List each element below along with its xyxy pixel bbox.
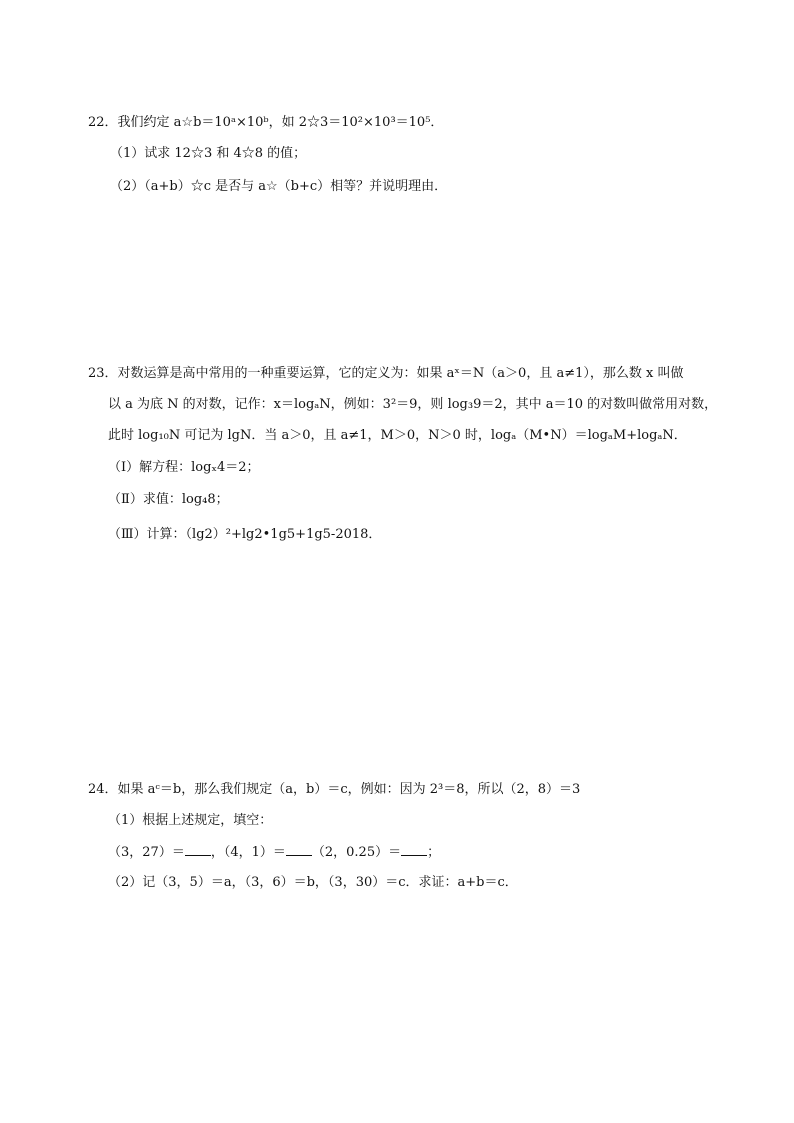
q24-stem: 24．如果 aᶜ＝b，那么我们规定（a，b）＝c，例如：因为 2³＝8，所以（2，8）＝3: [88, 782, 581, 797]
q24-fill-line: [108, 843, 440, 862]
q23-part2: （Ⅱ）求值：log₄8；: [108, 492, 229, 507]
q22-part1: （1）试求 12☆3 和 4☆8 的值；: [110, 146, 307, 161]
q23-stem-line2: 以 a 为底 N 的对数，记作：x＝logₐN，例如：3²＝9，则 log₃9＝2，其中 a＝10 的对数叫做常用对数，: [108, 397, 718, 412]
q24-part2: （2）记（3，5）＝a，（3，6）＝b，（3，30）＝c．求证：a+b＝c．: [108, 875, 518, 890]
q24-part1: （1）根据上述规定，填空：: [108, 813, 273, 828]
q24-fill-end: ；: [427, 845, 441, 860]
q22-part2: （2）（a+b）☆c 是否与 a☆（b+c）相等？并说明理由．: [110, 179, 448, 194]
q23-stem-line3: 此时 log₁₀N 可记为 lgN．当 a＞0，且 a≠1，M＞0，N＞0 时，logₐ（M•N）＝logₐM+logₐN．: [108, 428, 687, 443]
q23-part3: （Ⅲ）计算：（lg2）²+lg2•1g5+1g5-2018．: [108, 527, 382, 542]
q24-fill-b-label: （2，0.25）＝: [311, 845, 402, 860]
q23-part1: （I）解方程：logₓ4＝2；: [108, 460, 260, 475]
q24-fill-sep: ，（4，1）＝: [210, 845, 286, 860]
answer-blank-1[interactable]: [185, 843, 211, 856]
q24-fill-a-label: （3，27）＝: [108, 845, 185, 860]
q22-stem: 22．我们约定 a☆b＝10ᵃ×10ᵇ，如 2☆3＝10²×10³＝10⁵．: [88, 115, 444, 130]
answer-blank-3[interactable]: [401, 843, 427, 856]
q23-stem-line1: 23．对数运算是高中常用的一种重要运算，它的定义为：如果 aˣ＝N（a＞0，且 a≠1），那么数 x 叫做: [88, 366, 684, 381]
answer-blank-2[interactable]: [286, 843, 312, 856]
